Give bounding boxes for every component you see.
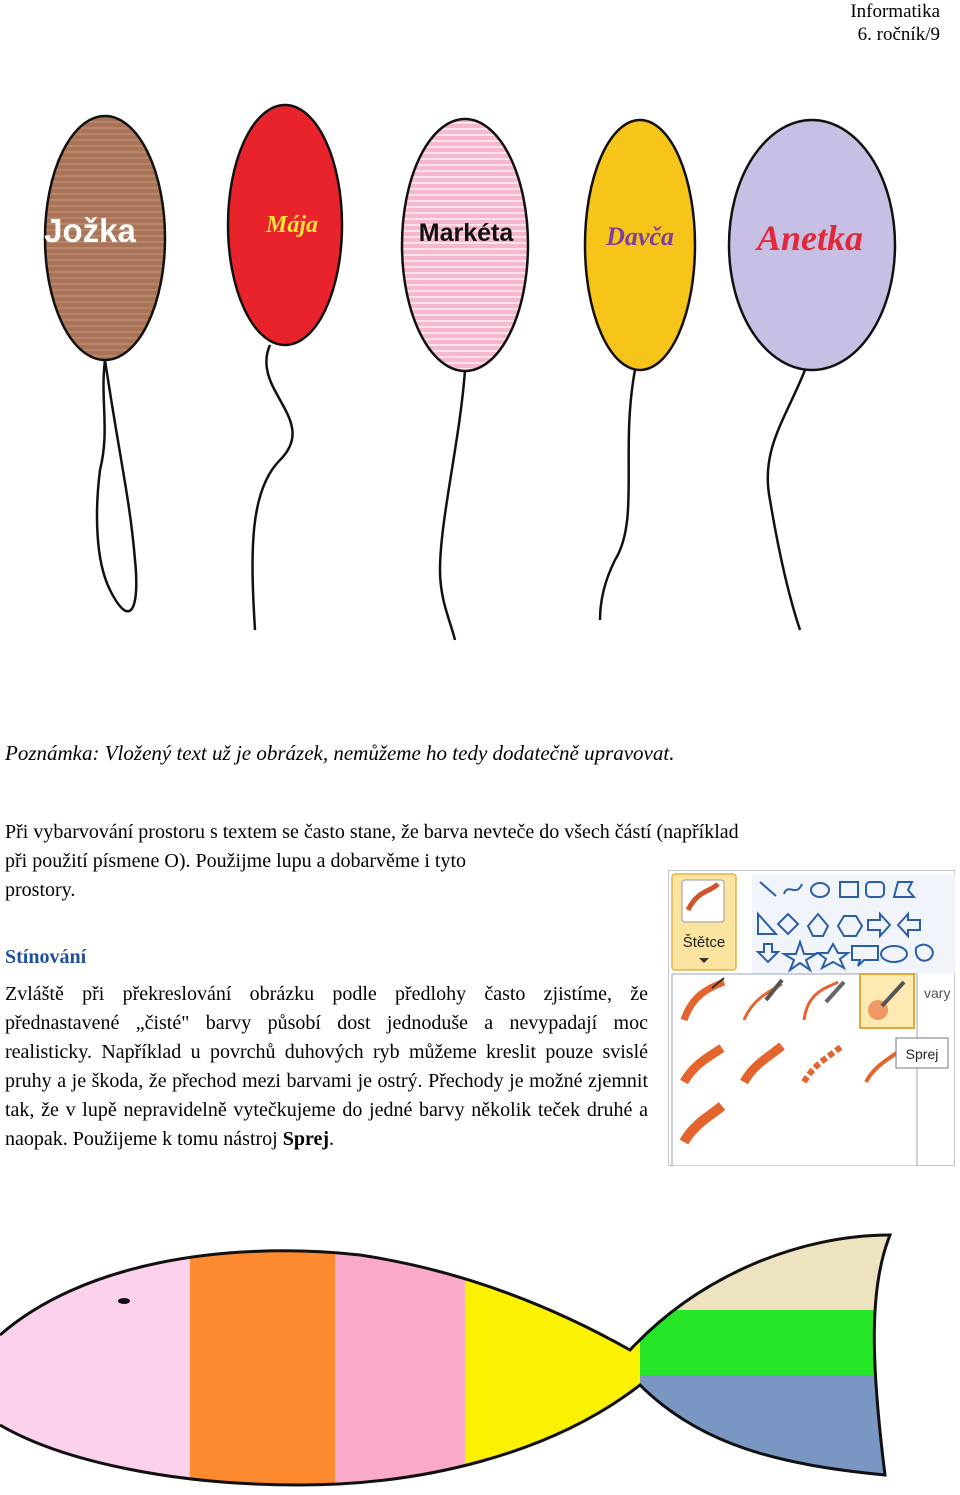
paragraph-1-line-2 <box>5 847 650 876</box>
balloons-illustration <box>0 90 960 650</box>
balloon-string-5 <box>768 370 805 630</box>
balloon-label-anetka: Anetka <box>756 218 864 258</box>
striped-fish-illustration <box>0 1215 960 1495</box>
paragraph-2 <box>5 980 648 1154</box>
brushes-button-label: Štětce <box>682 934 726 951</box>
note-text: Poznámka: Vložený text už je obrázek, nemůžeme ho tedy dodatečně upravovat. <box>5 741 675 765</box>
ribbon-partial-label: vary <box>924 985 951 1001</box>
balloon-string-1 <box>97 360 136 611</box>
fish-stripe-3 <box>335 1215 470 1495</box>
fish-eye <box>118 1298 130 1304</box>
paragraph-1-line-3: prostory. <box>5 879 76 901</box>
balloon-label-marketa: Markéta <box>418 219 514 247</box>
fish-stripe-6 <box>640 1310 960 1380</box>
balloon-label-maja: Mája <box>265 212 319 238</box>
paint-brushes-screenshot <box>668 870 955 1166</box>
fish-stripe-7 <box>640 1375 960 1495</box>
sprej-tooltip-label: Sprej <box>905 1046 939 1062</box>
subject-label: Informatika <box>850 1 940 22</box>
page-number: 6. ročník/9 <box>857 24 940 45</box>
fish-stripe-4 <box>465 1215 640 1495</box>
paragraph-1-line-1: Při vybarvování prostoru s textem se často stane, že barva nevteče do všech částí (například <box>5 821 739 843</box>
tool-name-sprej: Sprej <box>282 1128 330 1150</box>
paragraph-2-text: Zvláště při překreslování obrázku podle předlohy často zjistíme, že přednastavené „čisté" barvy působí dost jednoduše a nevypadají moc realisticky. Například u povrchů duhových ryb můžeme kreslit pouze svislé pruhy a je škoda, že přechod mezi barvami je ostrý. Přechody je možné zjemnit tak, že v lupě nepravidelně vytečkujeme do jedné barvy několik teček druhé a naopak. Použijeme k tomu nástroj <box>5 983 648 1150</box>
balloon-label-jozka: Jožka <box>44 212 136 249</box>
paragraph-1-line-2-text: při použití písmene O). Použijme lupu a dobarvěme i tyto <box>5 850 467 872</box>
section-heading-stinovani: Stínování <box>5 946 87 968</box>
page-header <box>850 0 940 46</box>
paragraph-2-end: . <box>329 1128 335 1150</box>
balloon-string-4 <box>600 370 635 620</box>
balloon-string-3 <box>440 370 465 640</box>
balloon-string-2 <box>253 345 293 630</box>
fish-stripe-2 <box>190 1215 340 1495</box>
fish-stripe-1 <box>0 1215 195 1495</box>
balloon-label-davca: Davča <box>606 222 674 251</box>
